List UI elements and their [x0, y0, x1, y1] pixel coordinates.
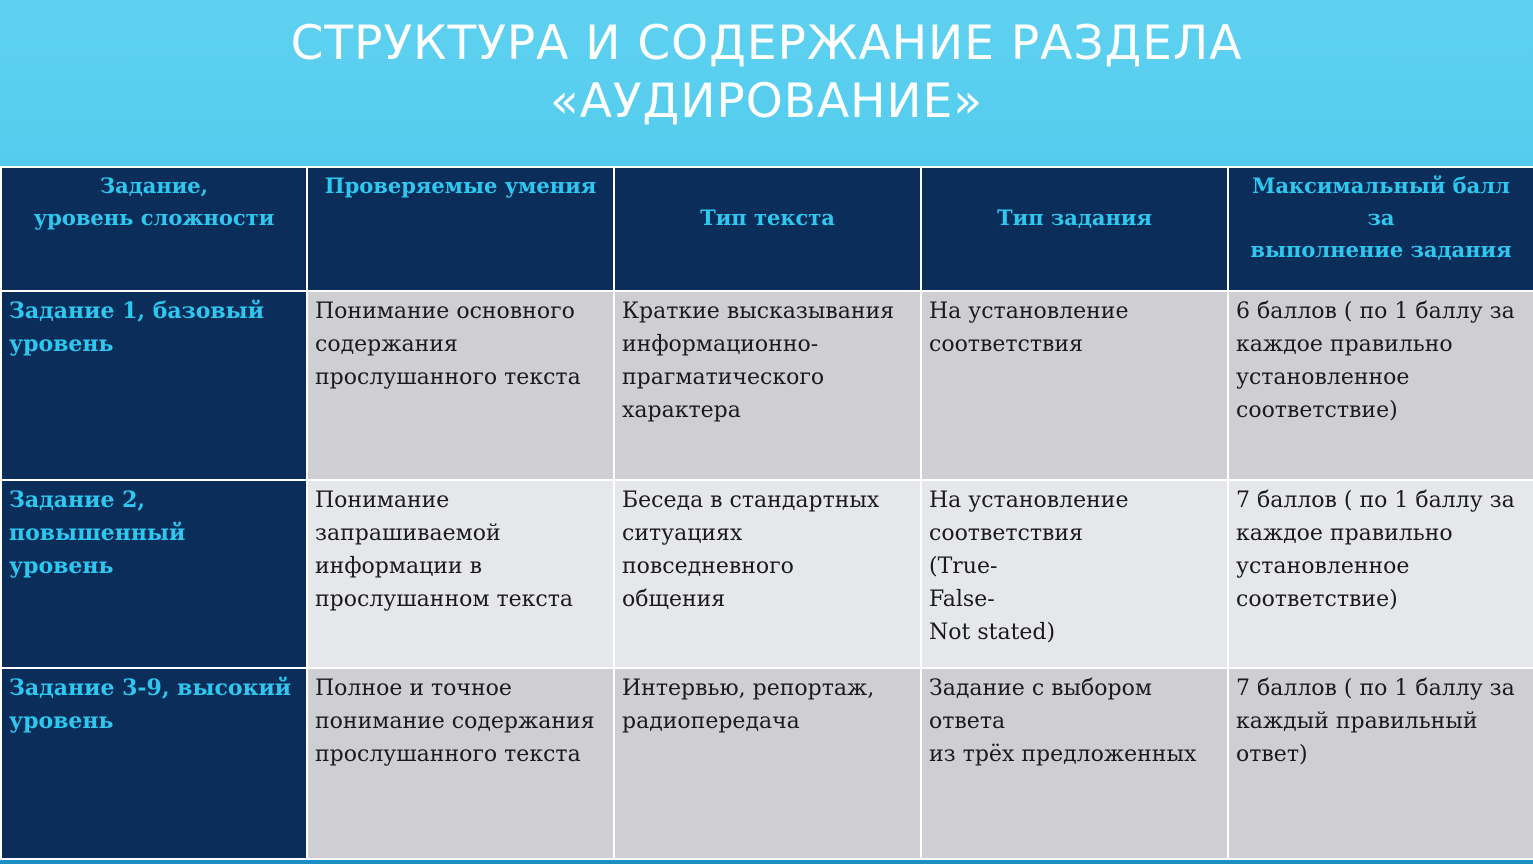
header-task-type — [921, 167, 1228, 291]
cell-line: (True- — [929, 553, 998, 579]
cell-line: Интервью, репортаж, — [622, 676, 875, 702]
row-task-cell — [1, 668, 307, 859]
cell-line: содержания — [315, 332, 458, 358]
cell-line: соответствия — [929, 332, 1083, 358]
cell-line: понимание содержания — [315, 709, 595, 735]
cell-line: информации в — [315, 553, 482, 579]
header-max-score-line2: выполнение задания — [1250, 237, 1512, 262]
row-max-score-cell — [1228, 668, 1533, 859]
table-row — [1, 291, 1533, 480]
header-text-type — [614, 167, 921, 291]
cell-line: из трёх предложенных — [929, 742, 1197, 768]
row-text-type-cell — [614, 480, 921, 669]
cell-line: 6 баллов ( по 1 баллу за — [1236, 299, 1515, 325]
cell-line: характера — [622, 398, 741, 424]
cell-line: Беседа в стандартных — [622, 487, 880, 513]
cell-line: запрашиваемой — [315, 520, 501, 546]
cell-line: ответ) — [1236, 742, 1308, 768]
row-skills-cell — [307, 291, 614, 480]
cell-line: 7 баллов ( по 1 баллу за — [1236, 487, 1515, 513]
title-line-2: «АУДИРОВАНИЕ» — [549, 74, 984, 129]
header-skills — [307, 167, 614, 291]
cell-line: False- — [929, 586, 995, 612]
header-task-type-line1: Тип задания — [997, 205, 1152, 230]
row-max-score-cell — [1228, 291, 1533, 480]
row-skills-cell — [307, 480, 614, 669]
title-line-1: СТРУКТУРА И СОДЕРЖАНИЕ РАЗДЕЛА — [290, 16, 1243, 71]
row-task-type-cell — [921, 291, 1228, 480]
cell-line: уровень — [9, 331, 114, 358]
table-row — [1, 668, 1533, 859]
cell-line: 7 баллов ( по 1 баллу за — [1236, 676, 1515, 702]
cell-line: соответствие) — [1236, 586, 1398, 612]
cell-line: Задание 2, повышенный — [9, 486, 186, 546]
row-text-type-cell — [614, 291, 921, 480]
cell-line: общения — [622, 586, 726, 612]
cell-line: прослушанного текста — [315, 365, 581, 391]
row-text-type-cell — [614, 668, 921, 859]
cell-line: ситуациях повседневного — [622, 520, 794, 579]
cell-line: каждый правильный — [1236, 709, 1478, 735]
cell-line: Задание 3-9, высокий — [9, 675, 292, 702]
cell-line: прослушанном текста — [315, 586, 574, 612]
cell-line: прагматического — [622, 365, 825, 391]
cell-line: радиопередача — [622, 709, 800, 735]
header-task-level-line1: Задание, — [100, 173, 208, 198]
cell-line: Задание 1, базовый — [9, 298, 265, 325]
cell-line: Not stated) — [929, 619, 1056, 645]
table-row — [1, 480, 1533, 669]
cell-line: Понимание основного — [315, 299, 575, 325]
header-max-score-line1: Максимальный балл за — [1252, 173, 1510, 230]
cell-line: Понимание — [315, 487, 450, 513]
header-max-score — [1228, 167, 1533, 291]
row-task-cell — [1, 291, 307, 480]
table-grid — [0, 166, 1533, 860]
cell-line: информационно- — [622, 332, 819, 358]
header-task-level-line2: уровень сложности — [33, 205, 275, 230]
cell-line: соответствия — [929, 520, 1083, 546]
row-task-type-cell — [921, 480, 1228, 669]
slide-title — [0, 0, 1533, 166]
header-skills-line1: Проверяемые умения — [324, 173, 597, 198]
bottom-accent-strip — [0, 860, 1533, 864]
cell-line: На установление — [929, 487, 1129, 513]
cell-line: Полное и точное — [315, 676, 512, 702]
cell-line: каждое правильно — [1236, 332, 1453, 358]
table-header-row — [1, 167, 1533, 291]
row-skills-cell — [307, 668, 614, 859]
row-task-cell — [1, 480, 307, 669]
cell-line: На установление — [929, 299, 1129, 325]
cell-line: Краткие высказывания — [622, 299, 895, 325]
cell-line: соответствие) — [1236, 398, 1398, 424]
listening-structure-table — [0, 166, 1533, 864]
cell-line: уровень — [9, 552, 114, 579]
cell-line: каждое правильно — [1236, 520, 1453, 546]
cell-line: Задание с выбором ответа — [929, 676, 1152, 735]
row-task-type-cell — [921, 668, 1228, 859]
row-max-score-cell — [1228, 480, 1533, 669]
cell-line: установленное — [1236, 553, 1410, 579]
header-task-level — [1, 167, 307, 291]
cell-line: установленное — [1236, 365, 1410, 391]
cell-line: прослушанного текста — [315, 742, 581, 768]
header-text-type-line1: Тип текста — [700, 205, 835, 230]
cell-line: уровень — [9, 708, 114, 735]
